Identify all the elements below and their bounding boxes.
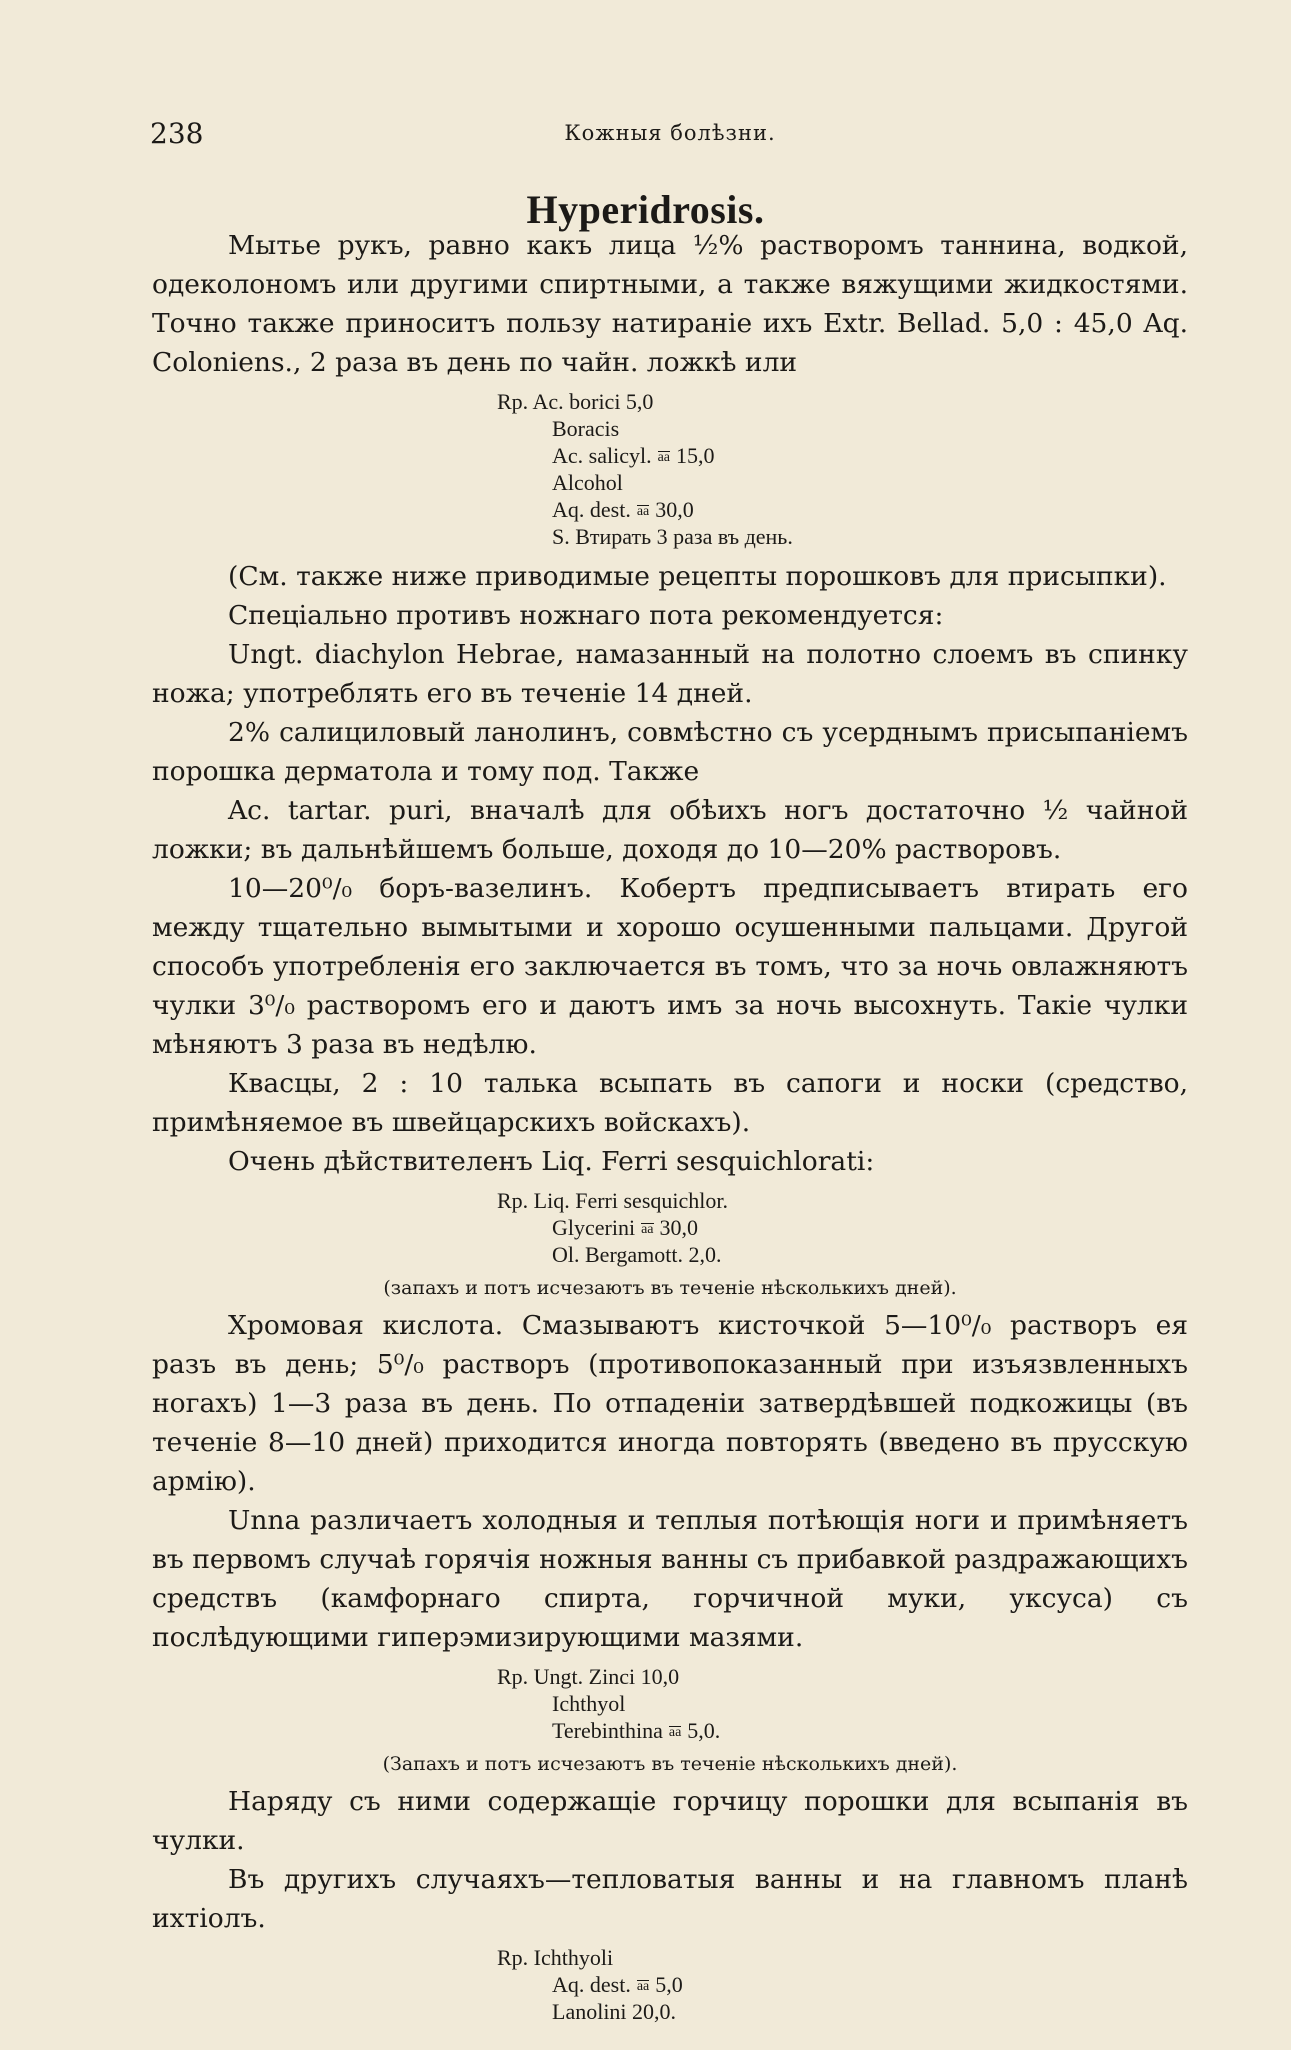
rx-line: Terebinthina aa 5,0. xyxy=(552,1718,721,1743)
rx-line: S. Втирать 3 раза въ день. xyxy=(552,524,793,549)
rx-line: Ac. salicyl. aa 15,0 xyxy=(552,443,715,468)
paragraph: Очень дѣйствителенъ Liq. Ferri sesquichlorati: xyxy=(228,1146,875,1177)
paragraph: Спеціально противъ ножнаго пота рекомендуется: xyxy=(228,600,944,631)
rx-line: Aq. dest. aa 30,0 xyxy=(552,497,694,522)
paragraph: Наряду съ ними содержащіе горчицу порошки для всыпанія въ чулки. xyxy=(152,1786,1188,1856)
rx-line: Ichthyol xyxy=(552,1691,626,1716)
paragraph: 10—20⁰/₀ боръ-вазелинъ. Кобертъ предписываетъ втирать его между тщательно вымытыми и хорошо осушенными пальцами. Другой способъ употребленія его заключается въ томъ, что за ночь овлажняютъ чулки 3⁰/₀ растворомъ его и даютъ имъ за ночь высохнуть. Такіе чулки мѣняютъ 3 раза въ недѣлю. xyxy=(152,873,1188,1060)
aa-mark: aa xyxy=(636,504,650,520)
aa-mark: aa xyxy=(668,1725,682,1741)
paragraph: Въ другихъ случаяхъ—тепловатыя ванны и на главномъ планѣ ихтіолъ. xyxy=(152,1864,1188,1934)
aa-mark: aa xyxy=(641,1222,654,1238)
prescription-1 xyxy=(152,388,1188,550)
aa-mark: aa xyxy=(657,450,671,466)
paragraph: Unna различаетъ холодныя и теплыя потѣющія ноги и примѣняетъ въ первомъ случаѣ горячія ножныя ванны съ прибавкой раздражающихъ средствъ (камфорнаго спирта, горчичной муки, уксуса) съ послѣдующими гиперэмизирующими мазями. xyxy=(152,1505,1188,1653)
rx-line: Rp. Ac. borici 5,0 xyxy=(497,389,654,414)
paragraph: Хромовая кислота. Смазываютъ кисточкой 5—10⁰/₀ растворъ ея разъ въ день; 5⁰/₀ растворъ (противопоказанный при изъязвленныхъ ногахъ) 1—3 раза въ день. По отпаденіи затвердѣвшей подкожицы (въ теченіе 8—10 дней) приходится иногда повторять (введено въ прусскую армію). xyxy=(152,1310,1188,1497)
prescription-2 xyxy=(152,1187,1188,1268)
paragraph: Мытье рукъ, равно какъ лица ½% растворомъ таннина, водкой, одеколономъ или другими спиртными, а также вяжущими жидкостями. Точно также приноситъ пользу натираніе ихъ Extr. Bellad. 5,0 : 45,0 Aq. Coloniens., 2 раза въ день по чайн. ложкѣ или xyxy=(152,230,1188,378)
aa-mark: aa xyxy=(636,1979,650,1995)
running-title: Кожныя болѣзни. xyxy=(564,121,776,145)
paragraph: 2% салициловый ланолинъ, совмѣстно съ усерднымъ присыпаніемъ порошка дерматола и тому под. Также xyxy=(152,717,1188,787)
rx-line: Rp. Ichthyoli xyxy=(497,1945,614,1970)
prescription-4 xyxy=(152,1944,1188,2025)
rx-line: Alcohol xyxy=(552,470,623,495)
paragraph: Ac. tartar. puri, вначалѣ для обѣихъ ногъ достаточно ½ чайной ложки; въ дальнѣйшемъ больше, доходя до 10—20% растворовъ. xyxy=(152,795,1188,865)
page-number: 238 xyxy=(150,117,204,150)
paragraph: Квасцы, 2 : 10 талька всыпать въ сапоги и носки (средство, примѣняемое въ швейцарскихъ войскахъ). xyxy=(152,1068,1188,1138)
paragraph: (См. также ниже приводимые рецепты порошковъ для присыпки). xyxy=(228,561,1167,592)
body-text xyxy=(152,226,1188,2032)
section-title: Hyperidrosis. xyxy=(526,187,765,232)
rx-line: Aq. dest. aa 5,0 xyxy=(552,1972,683,1997)
rx-line: Glycerini aa 30,0 xyxy=(552,1215,699,1240)
note: (запахъ и потъ исчезаютъ въ теченіе нѣсколькихъ дней). xyxy=(383,1277,957,1299)
note: (Запахъ и потъ исчезаютъ въ теченіе нѣсколькихъ дней). xyxy=(382,1753,958,1775)
page-header xyxy=(150,117,1190,157)
prescription-3 xyxy=(152,1663,1188,1744)
rx-line: Boracis xyxy=(552,416,620,441)
paragraph: Ungt. diachylon Hebrae, намазанный на полотно слоемъ въ спинку ножа; употреблять его въ теченіе 14 дней. xyxy=(152,639,1188,709)
rx-line: Rp. Liq. Ferri sesquichlor. xyxy=(497,1188,728,1213)
rx-line: Rp. Ungt. Zinci 10,0 xyxy=(497,1664,680,1689)
rx-line: Lanolini 20,0. xyxy=(552,1999,677,2024)
rx-line: Ol. Bergamott. 2,0. xyxy=(552,1242,722,1267)
